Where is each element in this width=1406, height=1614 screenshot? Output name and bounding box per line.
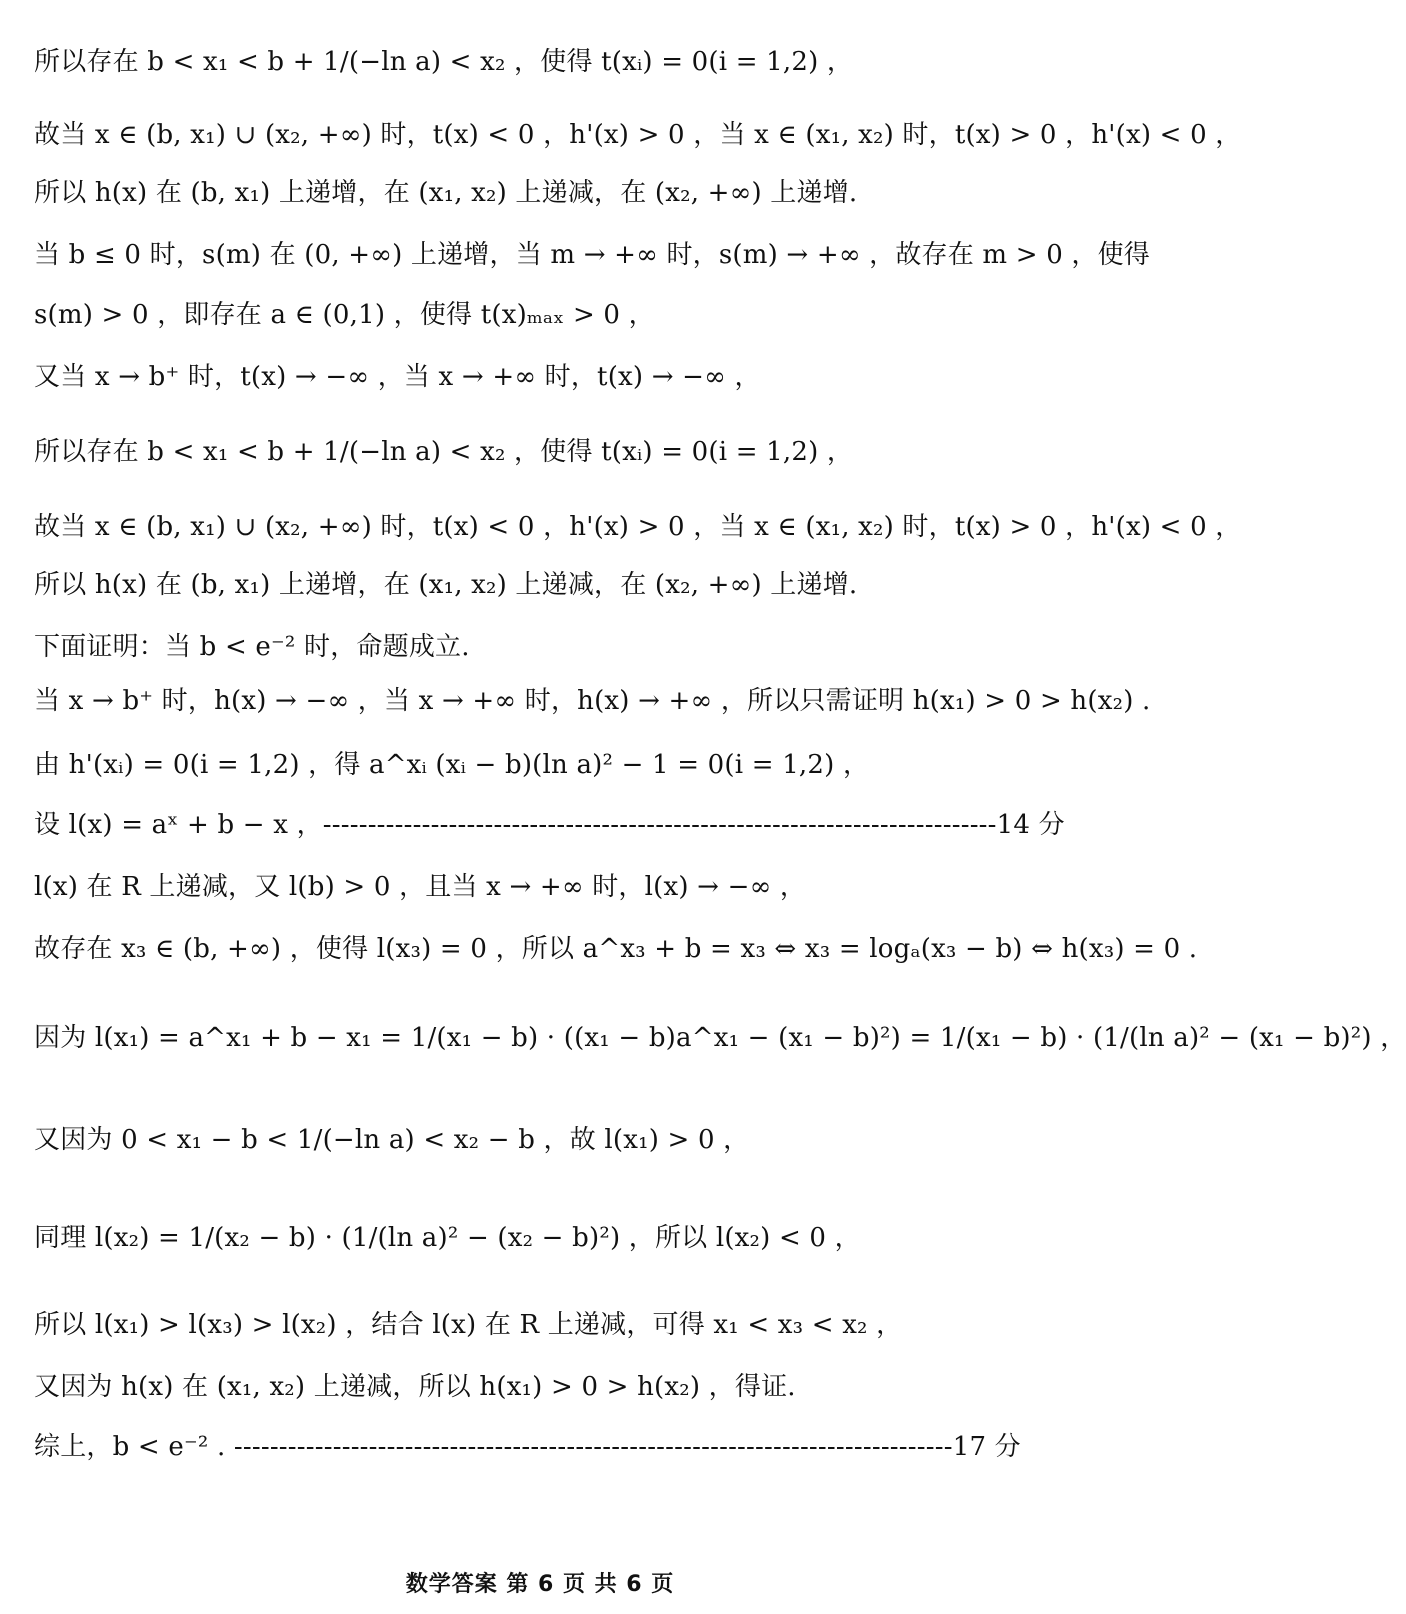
text-line-5: s(m) > 0 ，即存在 a ∈ (0,1) ，使得 t(x)ₘₐₓ > 0 ， [34, 300, 655, 330]
text-line-18: 同理 l(x₂) = 1/(x₂ − b) · (1/(ln a)² − (x₂ − b)²) ，所以 l(x₂) < 0 ， [34, 1223, 861, 1253]
text-line-7: 所以存在 b < x₁ < b + 1/(−ln a) < x₂ ，使得 t(xᵢ) = 0(i = 1,2) ， [34, 437, 854, 467]
text-line-19: 所以 l(x₁) > l(x₃) > l(x₂) ，结合 l(x) 在 R 上递减，可得 x₁ < x₃ < x₂ ， [34, 1310, 903, 1340]
text-line-12: 由 h'(xᵢ) = 0(i = 1,2) ，得 a^xᵢ (xᵢ − b)(ln a)² − 1 = 0(i = 1,2) ， [34, 750, 870, 780]
text-line-9: 所以 h(x) 在 (b, x₁) 上递增，在 (x₁, x₂) 上递减，在 (x₂, +∞) 上递增. [34, 570, 858, 600]
text-line-8: 故当 x ∈ (b, x₁) ∪ (x₂, +∞) 时，t(x) < 0 ，h'(x) > 0 ，当 x ∈ (x₁, x₂) 时，t(x) > 0 ，h'(x) < 0 ， [34, 512, 1242, 542]
text-line-10: 下面证明：当 b < e⁻² 时，命题成立. [34, 632, 470, 662]
page-footer: 数学答案 第 6 页 共 6 页 [405, 1572, 675, 1597]
text-line-15: 故存在 x₃ ∈ (b, +∞) ，使得 l(x₃) = 0 ，所以 a^x₃ + b = x₃ ⇔ x₃ = logₐ(x₃ − b) ⇔ h(x₃) = 0 . [34, 934, 1198, 964]
text-line-21: 综上，b < e⁻² . --------------------------------------------------------------------------------17 分 [34, 1432, 1021, 1462]
text-line-14: l(x) 在 R 上递减，又 l(b) > 0 ，且当 x → +∞ 时，l(x) → −∞ ， [34, 872, 807, 902]
text-line-11: 当 x → b⁺ 时，h(x) → −∞ ，当 x → +∞ 时，h(x) → +∞ ，所以只需证明 h(x₁) > 0 > h(x₂) . [34, 686, 1151, 716]
text-line-6: 又当 x → b⁺ 时，t(x) → −∞ ，当 x → +∞ 时，t(x) → −∞ ， [34, 362, 761, 392]
text-line-13: 设 l(x) = aˣ + b − x ，---------------------------------------------------------------------------14 分 [34, 810, 1065, 840]
text-line-1: 所以存在 b < x₁ < b + 1/(−ln a) < x₂ ，使得 t(xᵢ) = 0(i = 1,2) ， [34, 47, 854, 77]
text-line-4: 当 b ≤ 0 时，s(m) 在 (0, +∞) 上递增，当 m → +∞ 时，s(m) → +∞ ，故存在 m > 0 ，使得 [34, 240, 1150, 270]
text-line-16: 因为 l(x₁) = a^x₁ + b − x₁ = 1/(x₁ − b) · ((x₁ − b)a^x₁ − (x₁ − b)²) = 1/(x₁ − b) · (1/(ln a)² − (x₁ − b)²) ， [34, 1023, 1406, 1053]
text-line-20: 又因为 h(x) 在 (x₁, x₂) 上递减，所以 h(x₁) > 0 > h(x₂) ，得证. [34, 1372, 796, 1402]
text-line-2: 故当 x ∈ (b, x₁) ∪ (x₂, +∞) 时，t(x) < 0 ，h'(x) > 0 ，当 x ∈ (x₁, x₂) 时，t(x) > 0 ，h'(x) < 0 ， [34, 120, 1242, 150]
text-line-17: 又因为 0 < x₁ − b < 1/(−ln a) < x₂ − b ，故 l(x₁) > 0 ， [34, 1125, 750, 1155]
text-line-3: 所以 h(x) 在 (b, x₁) 上递增，在 (x₁, x₂) 上递减，在 (x₂, +∞) 上递增. [34, 178, 858, 208]
